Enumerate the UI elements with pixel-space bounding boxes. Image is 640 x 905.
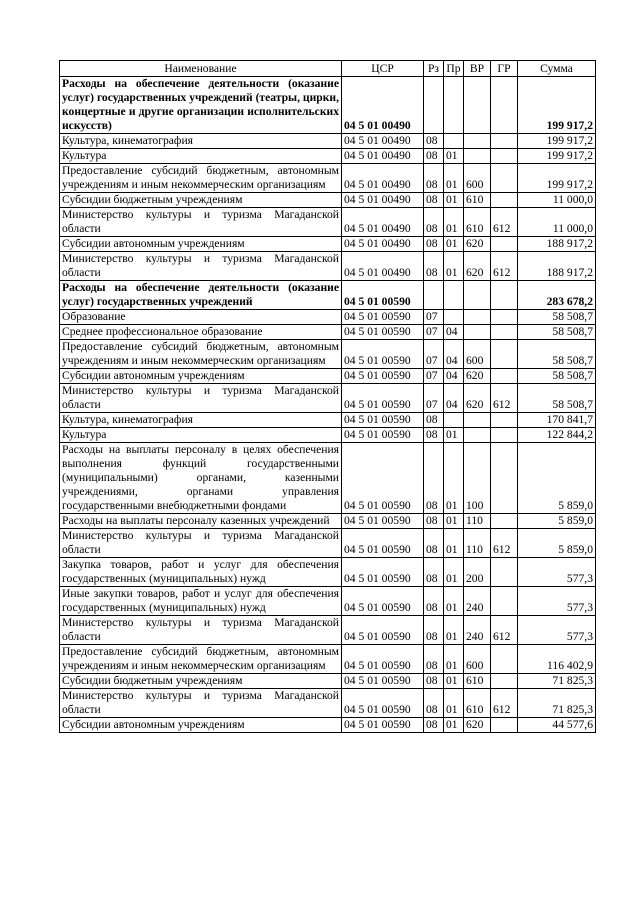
cell-sum: 170 841,7 bbox=[518, 413, 596, 428]
cell-name: Культура, кинематография bbox=[60, 134, 342, 149]
cell-sum: 58 508,7 bbox=[518, 384, 596, 413]
cell-vr: 620 bbox=[464, 252, 491, 281]
table-header-row bbox=[60, 61, 596, 77]
cell-pr: 04 bbox=[444, 325, 464, 340]
cell-csr: 04 5 01 00590 bbox=[342, 369, 424, 384]
cell-csr: 04 5 01 00590 bbox=[342, 718, 424, 733]
cell-sum: 11 000,0 bbox=[518, 193, 596, 208]
table-row bbox=[60, 443, 596, 514]
table-row bbox=[60, 514, 596, 529]
budget-page bbox=[59, 60, 595, 733]
cell-vr: 620 bbox=[464, 369, 491, 384]
cell-rz: 08 bbox=[424, 443, 444, 514]
table-row bbox=[60, 252, 596, 281]
cell-name: Образование bbox=[60, 310, 342, 325]
cell-csr: 04 5 01 00590 bbox=[342, 340, 424, 369]
cell-vr bbox=[464, 325, 491, 340]
cell-gr bbox=[491, 443, 518, 514]
cell-csr: 04 5 01 00590 bbox=[342, 689, 424, 718]
cell-vr: 110 bbox=[464, 529, 491, 558]
cell-rz: 07 bbox=[424, 325, 444, 340]
cell-gr: 612 bbox=[491, 252, 518, 281]
cell-pr: 01 bbox=[444, 193, 464, 208]
cell-gr bbox=[491, 558, 518, 587]
cell-csr: 04 5 01 00590 bbox=[342, 384, 424, 413]
cell-vr: 610 bbox=[464, 193, 491, 208]
cell-sum: 577,3 bbox=[518, 587, 596, 616]
cell-pr: 01 bbox=[444, 587, 464, 616]
cell-pr: 01 bbox=[444, 252, 464, 281]
cell-rz: 08 bbox=[424, 252, 444, 281]
cell-sum: 58 508,7 bbox=[518, 310, 596, 325]
table-row bbox=[60, 325, 596, 340]
cell-name: Субсидии автономным учреждениям bbox=[60, 718, 342, 733]
cell-csr: 04 5 01 00590 bbox=[342, 310, 424, 325]
cell-pr: 01 bbox=[444, 149, 464, 164]
cell-csr: 04 5 01 00490 bbox=[342, 252, 424, 281]
cell-csr: 04 5 01 00590 bbox=[342, 413, 424, 428]
cell-csr: 04 5 01 00490 bbox=[342, 77, 424, 134]
cell-vr: 610 bbox=[464, 208, 491, 237]
cell-csr: 04 5 01 00590 bbox=[342, 514, 424, 529]
cell-name: Культура bbox=[60, 428, 342, 443]
cell-sum: 577,3 bbox=[518, 558, 596, 587]
table-row bbox=[60, 558, 596, 587]
cell-sum: 199 917,2 bbox=[518, 134, 596, 149]
cell-pr: 01 bbox=[444, 689, 464, 718]
table-row bbox=[60, 237, 596, 252]
cell-gr bbox=[491, 587, 518, 616]
cell-vr: 110 bbox=[464, 514, 491, 529]
cell-csr: 04 5 01 00590 bbox=[342, 428, 424, 443]
header-vr: ВР bbox=[464, 61, 491, 77]
cell-pr: 01 bbox=[444, 558, 464, 587]
cell-gr bbox=[491, 134, 518, 149]
cell-gr bbox=[491, 149, 518, 164]
cell-sum: 71 825,3 bbox=[518, 674, 596, 689]
cell-rz: 08 bbox=[424, 529, 444, 558]
cell-name: Расходы на обеспечение деятельности (оказание услуг) государственных учреждений (театры, цирки, концертные и другие организации исполнительских искусств) bbox=[60, 77, 342, 134]
cell-rz: 08 bbox=[424, 208, 444, 237]
cell-gr bbox=[491, 310, 518, 325]
cell-name: Иные закупки товаров, работ и услуг для обеспечения государственных (муниципальных) нужд bbox=[60, 587, 342, 616]
cell-rz: 08 bbox=[424, 164, 444, 193]
cell-name: Расходы на выплаты персоналу в целях обеспечения выполнения функций государственными (муниципальными) органами, казенными учреждениями, органами управления государственными внебюджетными фондами bbox=[60, 443, 342, 514]
cell-name: Министерство культуры и туризма Магаданской области bbox=[60, 208, 342, 237]
cell-rz: 08 bbox=[424, 193, 444, 208]
cell-gr bbox=[491, 237, 518, 252]
cell-gr bbox=[491, 164, 518, 193]
cell-sum: 5 859,0 bbox=[518, 443, 596, 514]
table-row bbox=[60, 718, 596, 733]
cell-sum: 199 917,2 bbox=[518, 77, 596, 134]
cell-csr: 04 5 01 00490 bbox=[342, 208, 424, 237]
cell-vr bbox=[464, 428, 491, 443]
cell-vr: 200 bbox=[464, 558, 491, 587]
cell-pr bbox=[444, 310, 464, 325]
cell-name: Расходы на обеспечение деятельности (оказание услуг) государственных учреждений bbox=[60, 281, 342, 310]
cell-rz: 08 bbox=[424, 689, 444, 718]
cell-vr: 600 bbox=[464, 164, 491, 193]
cell-gr: 612 bbox=[491, 529, 518, 558]
budget-table bbox=[59, 60, 596, 733]
cell-sum: 58 508,7 bbox=[518, 325, 596, 340]
cell-sum: 71 825,3 bbox=[518, 689, 596, 718]
table-row bbox=[60, 149, 596, 164]
cell-name: Министерство культуры и туризма Магаданской области bbox=[60, 529, 342, 558]
cell-name: Субсидии автономным учреждениям bbox=[60, 369, 342, 384]
cell-csr: 04 5 01 00590 bbox=[342, 443, 424, 514]
cell-gr: 612 bbox=[491, 208, 518, 237]
cell-sum: 44 577,6 bbox=[518, 718, 596, 733]
cell-csr: 04 5 01 00490 bbox=[342, 149, 424, 164]
cell-pr: 01 bbox=[444, 514, 464, 529]
cell-name: Субсидии бюджетным учреждениям bbox=[60, 674, 342, 689]
cell-vr bbox=[464, 134, 491, 149]
table-row bbox=[60, 674, 596, 689]
cell-name: Предоставление субсидий бюджетным, автономным учреждениям и иным некоммерческим организациям bbox=[60, 340, 342, 369]
cell-rz: 08 bbox=[424, 587, 444, 616]
table-row bbox=[60, 77, 596, 134]
header-gr: ГР bbox=[491, 61, 518, 77]
cell-rz bbox=[424, 77, 444, 134]
header-pr: Пр bbox=[444, 61, 464, 77]
cell-name: Предоставление субсидий бюджетным, автономным учреждениям и иным некоммерческим организациям bbox=[60, 164, 342, 193]
cell-vr bbox=[464, 413, 491, 428]
cell-gr: 612 bbox=[491, 616, 518, 645]
table-row bbox=[60, 413, 596, 428]
cell-rz: 08 bbox=[424, 237, 444, 252]
table-row bbox=[60, 529, 596, 558]
cell-vr: 620 bbox=[464, 384, 491, 413]
cell-name: Министерство культуры и туризма Магаданской области bbox=[60, 616, 342, 645]
table-row bbox=[60, 384, 596, 413]
cell-csr: 04 5 01 00490 bbox=[342, 134, 424, 149]
cell-gr bbox=[491, 281, 518, 310]
cell-rz: 08 bbox=[424, 558, 444, 587]
cell-gr bbox=[491, 369, 518, 384]
cell-sum: 122 844,2 bbox=[518, 428, 596, 443]
cell-pr: 01 bbox=[444, 164, 464, 193]
table-row bbox=[60, 281, 596, 310]
cell-pr: 04 bbox=[444, 384, 464, 413]
cell-name: Предоставление субсидий бюджетным, автономным учреждениям и иным некоммерческим организациям bbox=[60, 645, 342, 674]
table-row bbox=[60, 193, 596, 208]
table-row bbox=[60, 645, 596, 674]
cell-rz: 08 bbox=[424, 616, 444, 645]
cell-name: Расходы на выплаты персоналу казенных учреждений bbox=[60, 514, 342, 529]
cell-vr: 610 bbox=[464, 674, 491, 689]
cell-rz: 07 bbox=[424, 340, 444, 369]
table-row bbox=[60, 369, 596, 384]
cell-sum: 5 859,0 bbox=[518, 514, 596, 529]
cell-rz: 08 bbox=[424, 645, 444, 674]
cell-pr: 01 bbox=[444, 443, 464, 514]
cell-name: Среднее профессиональное образование bbox=[60, 325, 342, 340]
cell-name: Культура, кинематография bbox=[60, 413, 342, 428]
cell-pr: 01 bbox=[444, 529, 464, 558]
cell-csr: 04 5 01 00590 bbox=[342, 674, 424, 689]
cell-pr bbox=[444, 77, 464, 134]
cell-vr: 600 bbox=[464, 645, 491, 674]
table-row bbox=[60, 587, 596, 616]
cell-pr bbox=[444, 281, 464, 310]
cell-sum: 199 917,2 bbox=[518, 149, 596, 164]
cell-name: Министерство культуры и туризма Магаданской области bbox=[60, 252, 342, 281]
cell-sum: 58 508,7 bbox=[518, 369, 596, 384]
cell-pr: 01 bbox=[444, 237, 464, 252]
cell-pr bbox=[444, 134, 464, 149]
cell-rz: 08 bbox=[424, 674, 444, 689]
cell-pr: 01 bbox=[444, 616, 464, 645]
cell-sum: 199 917,2 bbox=[518, 164, 596, 193]
header-name: Наименование bbox=[60, 61, 342, 77]
cell-name: Субсидии бюджетным учреждениям bbox=[60, 193, 342, 208]
cell-rz: 08 bbox=[424, 149, 444, 164]
cell-csr: 04 5 01 00490 bbox=[342, 237, 424, 252]
cell-name: Закупка товаров, работ и услуг для обеспечения государственных (муниципальных) нужд bbox=[60, 558, 342, 587]
cell-gr bbox=[491, 514, 518, 529]
cell-gr: 612 bbox=[491, 689, 518, 718]
cell-gr bbox=[491, 193, 518, 208]
cell-gr bbox=[491, 340, 518, 369]
cell-rz: 08 bbox=[424, 134, 444, 149]
cell-pr: 01 bbox=[444, 674, 464, 689]
cell-pr: 01 bbox=[444, 428, 464, 443]
cell-vr: 240 bbox=[464, 616, 491, 645]
cell-rz: 07 bbox=[424, 310, 444, 325]
cell-csr: 04 5 01 00590 bbox=[342, 616, 424, 645]
cell-csr: 04 5 01 00590 bbox=[342, 325, 424, 340]
cell-pr: 01 bbox=[444, 645, 464, 674]
table-row bbox=[60, 428, 596, 443]
cell-csr: 04 5 01 00590 bbox=[342, 281, 424, 310]
cell-csr: 04 5 01 00590 bbox=[342, 529, 424, 558]
cell-rz: 07 bbox=[424, 384, 444, 413]
table-body bbox=[60, 77, 596, 733]
cell-gr bbox=[491, 428, 518, 443]
cell-vr bbox=[464, 310, 491, 325]
cell-gr bbox=[491, 718, 518, 733]
header-sum: Сумма bbox=[518, 61, 596, 77]
cell-sum: 188 917,2 bbox=[518, 237, 596, 252]
cell-rz: 07 bbox=[424, 369, 444, 384]
cell-csr: 04 5 01 00590 bbox=[342, 645, 424, 674]
cell-pr bbox=[444, 413, 464, 428]
cell-vr: 620 bbox=[464, 718, 491, 733]
cell-rz: 08 bbox=[424, 428, 444, 443]
cell-rz bbox=[424, 281, 444, 310]
cell-sum: 577,3 bbox=[518, 616, 596, 645]
cell-sum: 5 859,0 bbox=[518, 529, 596, 558]
header-csr: ЦСР bbox=[342, 61, 424, 77]
cell-pr: 04 bbox=[444, 369, 464, 384]
cell-vr: 240 bbox=[464, 587, 491, 616]
cell-name: Культура bbox=[60, 149, 342, 164]
table-row bbox=[60, 310, 596, 325]
table-row bbox=[60, 689, 596, 718]
cell-gr bbox=[491, 645, 518, 674]
cell-csr: 04 5 01 00590 bbox=[342, 587, 424, 616]
cell-gr bbox=[491, 325, 518, 340]
table-row bbox=[60, 208, 596, 237]
cell-gr bbox=[491, 77, 518, 134]
table-row bbox=[60, 164, 596, 193]
cell-gr bbox=[491, 674, 518, 689]
cell-pr: 04 bbox=[444, 340, 464, 369]
cell-rz: 08 bbox=[424, 718, 444, 733]
cell-name: Субсидии автономным учреждениям bbox=[60, 237, 342, 252]
cell-sum: 58 508,7 bbox=[518, 340, 596, 369]
cell-gr: 612 bbox=[491, 384, 518, 413]
table-row bbox=[60, 616, 596, 645]
cell-rz: 08 bbox=[424, 514, 444, 529]
cell-vr: 600 bbox=[464, 340, 491, 369]
cell-sum: 116 402,9 bbox=[518, 645, 596, 674]
cell-csr: 04 5 01 00490 bbox=[342, 193, 424, 208]
cell-vr: 100 bbox=[464, 443, 491, 514]
table-row bbox=[60, 134, 596, 149]
cell-name: Министерство культуры и туризма Магаданской области bbox=[60, 384, 342, 413]
table-row bbox=[60, 340, 596, 369]
header-rz: Рз bbox=[424, 61, 444, 77]
cell-pr: 01 bbox=[444, 718, 464, 733]
cell-csr: 04 5 01 00590 bbox=[342, 558, 424, 587]
cell-sum: 11 000,0 bbox=[518, 208, 596, 237]
cell-gr bbox=[491, 413, 518, 428]
cell-vr bbox=[464, 77, 491, 134]
cell-vr: 620 bbox=[464, 237, 491, 252]
cell-csr: 04 5 01 00490 bbox=[342, 164, 424, 193]
cell-name: Министерство культуры и туризма Магаданской области bbox=[60, 689, 342, 718]
cell-sum: 188 917,2 bbox=[518, 252, 596, 281]
cell-rz: 08 bbox=[424, 413, 444, 428]
cell-vr: 610 bbox=[464, 689, 491, 718]
cell-sum: 283 678,2 bbox=[518, 281, 596, 310]
cell-vr bbox=[464, 281, 491, 310]
cell-pr: 01 bbox=[444, 208, 464, 237]
cell-vr bbox=[464, 149, 491, 164]
